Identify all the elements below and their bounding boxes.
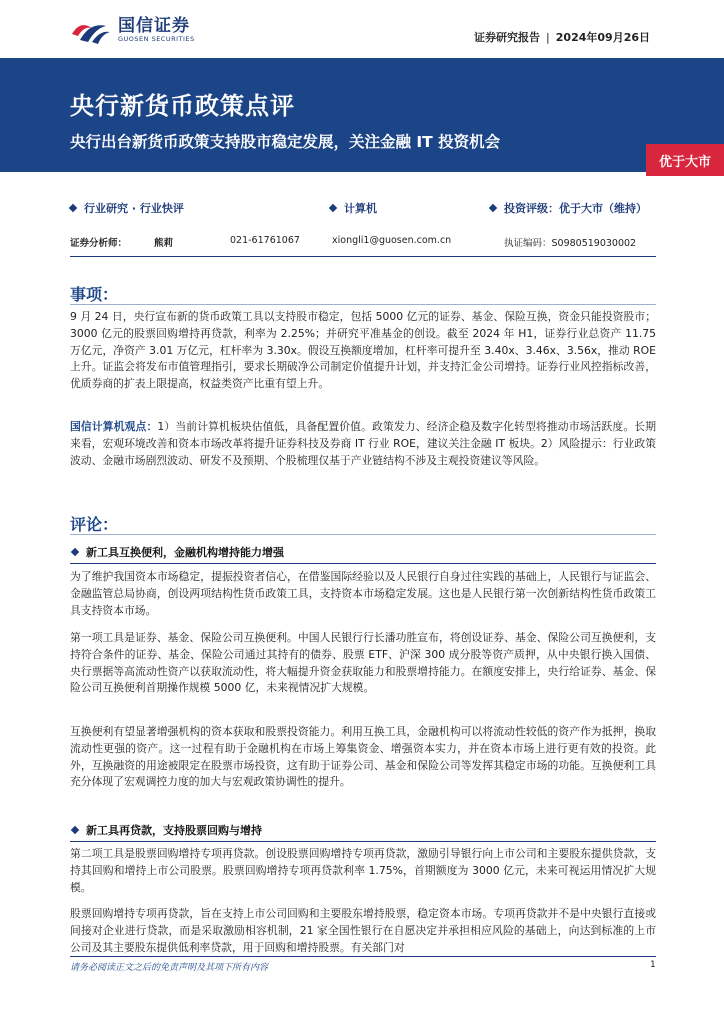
review-paragraph-4: 第二项工具是股票回购增持专项再贷款。创设股票回购增持专项再贷款，激励引导银行向上市公司和主要股东提供贷款，支持其回购和增持上市公司股票。股票回购增持专项再贷款利率 1.75%，首期额度为 3000 亿元，未来可视运用情况扩大规模。	[70, 847, 656, 894]
report-header	[0, 0, 724, 58]
review-section-title: 评论：	[70, 515, 119, 534]
diamond-bullet-icon	[329, 204, 337, 212]
disclaimer-note: 请务必阅读正文之后的免责声明及其项下所有内容	[70, 963, 269, 973]
report-title: 央行新货币政策点评	[70, 92, 295, 120]
diamond-bullet-icon	[69, 204, 77, 212]
rating-category-label: 投资评级：优于大市（维持）	[504, 202, 647, 215]
report-date: 2024年09月26日	[555, 31, 650, 44]
analyst-license: 执证编码：S0980519030002	[504, 238, 637, 249]
matter-section-title: 事项：	[70, 285, 119, 304]
industry-category-label: 行业研究 · 行业快评	[84, 202, 184, 215]
analyst-phone: 021-61761067	[230, 235, 300, 246]
report-meta	[474, 29, 650, 45]
guosen-logo-icon	[70, 14, 112, 46]
review-paragraph-3: 互换便利有望显著增强机构的资本获取和股票投资能力。利用互换工具，金融机构可以将流动性较低的资产作为抵押，换取流动性更强的资产。这一过程有助于金融机构在市场上筹集资金、增强资本实力，并在资本市场上进行更有效的投资。此外，互换融资的用途被限定在股票市场投资，这有助于证券公司、基金和保险公司等发挥其稳定市场的功能。互换便利工具充分体现了宏观调控力度的加大与宏观政策协调性的提升。	[70, 725, 656, 789]
industry-category	[70, 200, 184, 216]
rating-category	[490, 200, 647, 216]
matter-paragraph-2-body: 1）当前计算机板块估值低，具备配置价值。政策发力、经济企稳及数字化转型将推动市场活跃度。长期来看，宏观环境改善和资本市场改革将提升证券科技及券商 IT 行业 ROE，建议关注金融 IT 板块。2）风险提示：行业政策波动、金融市场剧烈波动、研发不及预期、个股梳理仅基于产业链结构不涉及主观投资建议等风险。	[70, 420, 656, 467]
sector-category-label: 计算机	[344, 202, 377, 215]
analyst-label: 证券分析师：	[70, 238, 128, 249]
review-paragraph-2: 第一项工具是证券、基金、保险公司互换便利。中国人民银行行长潘功胜宣布，将创设证券、基金、保险公司互换便利，支持符合条件的证券、基金、保险公司通过其持有的债券、股票 ETF、沪深 300 成分股等资产质押，从中央银行换入国债、央行票据等高流动性资产以获取流动性，将大幅提升资金获取能力和股票增持能力。在额度安排上，央行给证券、基金、保险公司互换便利首期操作规模 5000 亿，未来视情况扩大规模。	[70, 631, 656, 695]
page-number: 1	[650, 960, 656, 970]
review-subhead-2-label: 新工具再贷款，支持股票回购与增持	[86, 824, 262, 837]
matter-paragraph-1: 9 月 24 日，央行宣布新的货币政策工具以支持股市稳定，包括 5000 亿元的证券、基金、保险互换，资金只能投资股市；3000 亿元的股票回购增持再贷款，利率为 2.25%；并研究平准基金的创设。截至 2024 年 H1，证券行业总资产 11.75 万亿元，净资产 3.01 万亿元，杠杆率为 3.30x。假设互换额度增加，杠杆率可提升至 3.40x、3.46x、3.56x，推动 ROE 上升。证监会将发布市值管理指引，要求长期破净公司制定价值提升计划，并支持汇金公司增持。证券行业风控指标改善，优质券商的扩表上限提高，权益类资产比重有望上升。	[70, 310, 656, 391]
review-subhead-1	[70, 544, 656, 560]
review-paragraph-1: 为了维护我国资本市场稳定，提振投资者信心，在借鉴国际经验以及人民银行自身过往实践的基础上，人民银行与证监会、金融监管总局协商，创设两项结构性货币政策工具，支持资本市场稳定发展。这也是人民银行第一次创新结构性货币政策工具支持资本市场。	[70, 570, 656, 617]
review-subhead-2-divider	[70, 841, 656, 842]
matter-paragraph-2-lead: 国信计算机观点：	[70, 420, 158, 433]
diamond-bullet-icon	[71, 548, 79, 556]
diamond-bullet-icon	[71, 826, 79, 834]
rating-badge: 优于大市	[646, 144, 724, 176]
report-subtitle: 央行出台新货币政策支持股市稳定发展，关注金融 IT 投资机会	[70, 133, 501, 151]
review-subhead-1-divider	[70, 563, 656, 564]
logo-chinese-name: 国信证券	[118, 15, 190, 36]
review-subhead-2	[70, 822, 656, 838]
guosen-logo	[70, 14, 195, 46]
analyst-email[interactable]: xiongli1@guosen.com.cn	[332, 235, 452, 246]
footer-divider	[70, 956, 656, 957]
analyst-divider	[70, 256, 656, 257]
review-subhead-1-label: 新工具互换便利，金融机构增持能力增强	[86, 546, 284, 559]
sector-category	[330, 200, 377, 216]
matter-section-divider	[70, 304, 656, 305]
diamond-bullet-icon	[489, 204, 497, 212]
meta-separator: |	[546, 31, 550, 44]
logo-english-name: GUOSEN SECURITIES	[118, 34, 195, 43]
review-section-divider	[70, 534, 656, 535]
matter-paragraph-2	[70, 419, 656, 469]
report-type: 证券研究报告	[474, 31, 541, 44]
title-banner	[0, 58, 724, 172]
review-paragraph-5: 股票回购增持专项再贷款，旨在支持上市公司回购和主要股东增持股票，稳定资本市场。专项再贷款并不是中央银行直接或间接对企业进行贷款，而是采取激励相容机制，21 家全国性银行在自愿决定并承担相应风险的基础上，向达到标准的上市公司及其主要股东提供低利率贷款，用于回购和增持股票。有关部门对	[70, 907, 656, 954]
analyst-name: 熊莉	[154, 238, 174, 249]
